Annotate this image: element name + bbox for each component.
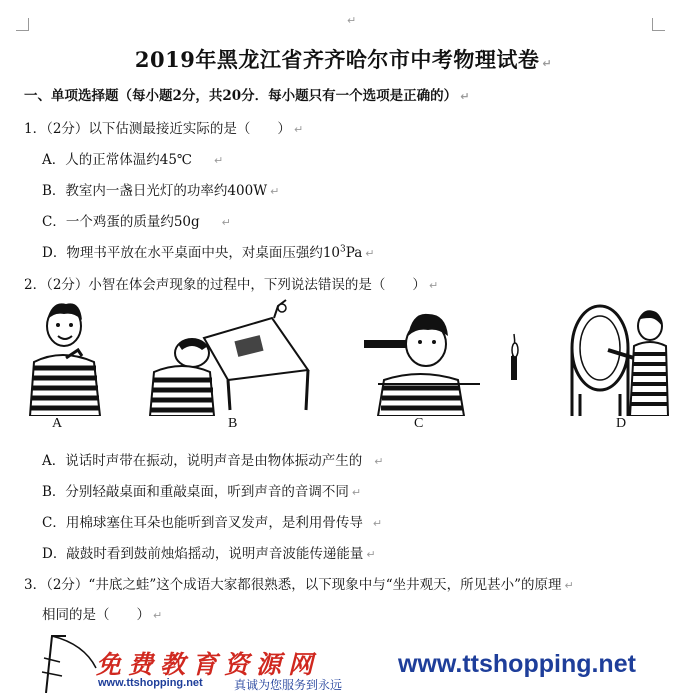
paragraph-mark: ↵ [460, 90, 470, 103]
option-text: A．人的正常体温约45℃ [42, 152, 193, 168]
paragraph-mark: ↵ [366, 548, 376, 561]
paragraph-mark: ↵ [221, 216, 231, 229]
figure-label-b: B [228, 416, 238, 431]
option-text: C．用棉球塞住耳朵也能听到音叉发声，是利用骨传导 [42, 515, 363, 531]
figure-c-tuning-fork [354, 298, 484, 416]
figure-b-desk-knock [148, 298, 313, 416]
option-superscript: 3 [340, 244, 346, 255]
option-text: B．分别轻敲桌面和重敲桌面，听到声音的音调不同 [42, 484, 349, 500]
question-2-option-d [42, 542, 376, 562]
option-text: C．一个鸡蛋的质量约50g [42, 214, 200, 230]
paragraph-mark: ↵ [351, 486, 362, 499]
figure-label-d: D [616, 416, 627, 431]
paragraph-mark: ↵ [428, 279, 439, 292]
page-title [0, 44, 687, 74]
question-1-stem [24, 117, 303, 137]
section-heading [24, 84, 469, 104]
question-3-stem-text: 3．（2分）“井底之蛙”这个成语大家都很熟悉，以下现象中与“坐井观天，所见甚小”的原理 [24, 577, 562, 593]
paragraph-mark: ↵ [542, 57, 553, 70]
question-1-option-a [42, 148, 223, 168]
figure-a-speaking-boy [22, 298, 112, 416]
page-corner-mark-left [16, 18, 29, 31]
question-2-stem-text: 2．（2分）小智在体会声现象的过程中，下列说法错误的是（ ） [24, 277, 426, 293]
footer-logo-url[interactable]: www.ttshopping.net [98, 677, 203, 689]
page-corner-mark-right [652, 18, 665, 31]
option-unit: Pa [345, 245, 363, 261]
question-3-stem-cont-text: 相同的是（ ） [42, 607, 150, 623]
section-heading-text: 一、单项选择题（每小题2分，共20分．每小题只有一个选项是正确的） [24, 88, 458, 104]
footer-slogan: 真诚为您服务到永远 [234, 678, 343, 692]
question-2-option-a [42, 449, 383, 469]
question-2-figures [22, 298, 670, 438]
paragraph-mark: ↵ [564, 579, 574, 592]
question-2-stem [24, 273, 438, 293]
footer-site-url[interactable]: www.ttshopping.net [398, 650, 636, 678]
figure-label-a: A [52, 416, 63, 431]
footer-logo-text: 免费教育资源网 [96, 650, 321, 679]
paragraph-mark: ↵ [270, 185, 280, 198]
option-text: B．教室内一盏日光灯的功率约400W [42, 183, 268, 199]
paragraph-mark: ↵ [374, 455, 384, 468]
question-1-option-b [42, 179, 279, 199]
paragraph-mark: ↵ [347, 14, 357, 27]
question-3-stem [24, 573, 574, 593]
paragraph-mark: ↵ [153, 609, 163, 622]
question-1-stem-text: 1．（2分）以下估测最接近实际的是（ ） [24, 121, 291, 137]
option-text: D．敲鼓时看到鼓前烛焰摇动，说明声音波能传递能量 [42, 546, 364, 562]
figure-label-c: C [414, 416, 424, 431]
figure-d-drum-candle [510, 298, 670, 416]
question-1-option-d [42, 241, 375, 261]
option-text: A．说话时声带在振动，说明声音是由物体振动产生的 [42, 453, 363, 469]
question-3-stem-continued [42, 603, 162, 623]
option-text: D．物理书平放在水平桌面中央，对桌面压强约10 [42, 245, 341, 261]
paragraph-mark: ↵ [293, 123, 304, 136]
question-1-option-c [42, 210, 231, 230]
paragraph-mark: ↵ [365, 247, 375, 260]
paragraph-mark: ↵ [372, 517, 383, 530]
question-2-option-c [42, 511, 382, 531]
paragraph-mark: ↵ [214, 154, 224, 167]
question-2-option-b [42, 480, 361, 500]
title-text: 2019年黑龙江省齐齐哈尔市中考物理试卷 [134, 47, 540, 72]
